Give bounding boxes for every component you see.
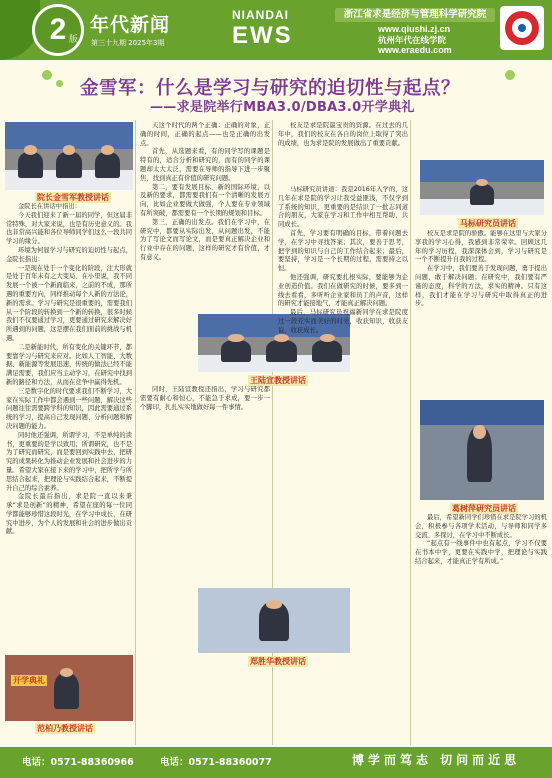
leaf-decoration-icon <box>505 70 515 80</box>
paragraph: 环境为何显学习与研究的迫切性与起点，金院长指出： <box>6 246 132 263</box>
paragraph: 金院长在讲话中指出： <box>18 203 81 210</box>
newspaper-name-pinyin: NIANDAI <box>232 8 289 22</box>
paragraph: 首先，学习要有明确的目标，带着问题去学，在学习中寻找答案；其次，要善于思考，把学到的知识与自己的工作结合起来；最后，要坚持，学习是一个长期的过程，需要持之以恒。 <box>278 229 408 273</box>
column-1-text <box>6 203 132 651</box>
speaker-caption: 院长金雪军教授讲话 <box>37 193 109 202</box>
column-divider <box>135 120 136 745</box>
phone-number: 电话：0571-88360077 <box>160 757 272 768</box>
speaker-photo <box>420 160 544 215</box>
column-4b-text <box>415 514 547 744</box>
paragraph: 一是现在处于一个变化的阶段，注大形就是处于百年未有之大变局，在小里说，我不同发展一个被一个新面临来，之前的不成，那所遇的重要方向，同样推动每个人新的方法论，新的需求。学习与研究是很重要的，需要我们从一个阶段的转换到一个新的转换，很多时候我们不仅要通过学习，更要通过研究来解决好所遇到的问题，这是摆在我们面前的挑战与机遇。 <box>6 264 132 342</box>
speaker-photo <box>5 122 133 190</box>
paragraph: 最后，马标研究员祝福新同学在求是院度过一段充实而美好的时光，收获知识，收获友谊，收获成长。 <box>278 309 408 334</box>
leaf-decoration-icon <box>56 80 63 87</box>
paragraph: 天这个时代的两个正确：正确的对象，正确的时间，正确的起点——也是正确的出发点。 <box>140 122 270 147</box>
org-name: 浙江省求是经济与管理科学研究院 <box>335 8 495 22</box>
issue-date: 第三十九期 2025年3期 <box>91 39 165 47</box>
column-3b-text <box>278 186 408 746</box>
paragraph: 他还强调，研究要扎根实际，要能够为企业创造价值。我们在做研究的时候，要多到一线去看看，多听听企业家和员工的声音，这样的研究才能接地气，才能真正解决问题。 <box>278 273 408 308</box>
phone-number: 电话：0571-88360966 <box>22 757 134 768</box>
paragraph: 同时他还强调，所谓学习，不是单纯的读书，更重要的是学以致用；所谓研究，也不是为了研究而研究，而是要回到实践中去，把研究的成果转化为推动企业发展和社会进步的力量。希望大家在接下来的学习中，把所学与所思结合起来，把理论与实践结合起来，不断提升自己的综合素养。 <box>6 431 132 492</box>
speaker-caption: 马标研究员讲话 <box>460 219 516 228</box>
org-name-2: 杭州年代在线学院 <box>378 36 447 46</box>
column-3-text <box>278 122 408 182</box>
speaker-photo <box>5 655 133 721</box>
paragraph: 三是数字化的时代要求我们不断学习，大家在实际工作中都会遇到一些问题，解决这些问题往往需要跨学科的知识，因此需要通过系统的学习，提高自己发现问题、分析问题和解决问题的能力。 <box>6 387 132 430</box>
speaker-caption: 郑胜华教授讲话 <box>250 657 306 666</box>
paragraph: 马标研究员讲道：我是2016年入学的，这几年在求是院的学习让我受益匪浅，不仅学到了系统的知识，更重要的是结识了一批志同道合的朋友，大家在学习和工作中相互帮助，共同成长。 <box>278 186 408 229</box>
paragraph: 金院长最后指出，求是院一直以来秉承“求是创新”的精神，希望在座的每一位同学都能够珍惜这段时光，在学习中成长，在研究中进步，为个人的发展和社会的进步做出贡献。 <box>6 493 132 536</box>
issue-badge <box>32 4 84 56</box>
paragraph: 同时，王陆宣教授还指出，学习与研究都需要有耐心和恒心，不能急于求成，要一步一个脚印，扎扎实实地做好每一件事情。 <box>140 386 270 411</box>
column-divider <box>410 120 411 745</box>
column-2b-text <box>140 386 270 586</box>
speaker-photo <box>420 400 544 500</box>
issue-suffix: 版 <box>68 35 78 45</box>
article-title: 金雪军：什么是学习与研究的迫切性与起点？ <box>80 78 461 99</box>
banner-text: 开学典礼 <box>13 676 45 685</box>
paragraph: 最后，希望新同学们珍惜在求是院学习的机会，积极参与各项学术活动，与导师和同学多交流、多探讨，在学习中不断成长。 <box>415 514 547 539</box>
website-link-1[interactable]: www.qiushi.zj.cn <box>378 24 451 34</box>
website-link-2[interactable]: www.eraedu.com <box>378 45 452 55</box>
paragraph: 首先，从选题来看，有的同学写的课题是特有的，适合分析和研究的，而有的同学的课题却太大太泛，需要在导师的指导下进一步聚焦，找到真正有价值的研究问题。 <box>140 148 270 182</box>
paragraph: 在学习中，我们要善于发现问题，勇于提出问题，敢于解决问题；在研究中，我们要有严谨的态度，科学的方法，求实的精神。只有这样，我们才能在学习与研究中取得真正的进步。 <box>415 265 547 308</box>
column-1-tail <box>6 733 132 745</box>
paragraph: 校友是求是院最宝贵的资源。在过去的几年中，我们的校友在各自的岗位上取得了突出的成绩，也为求是院的发展做出了重要贡献。 <box>278 122 408 147</box>
motto: 博学而笃志 切问而近思 <box>352 753 521 767</box>
speaker-caption: 范柏乃教授讲话 <box>37 724 93 733</box>
paragraph: “起点有一线事件中也有起点，学习不仅要在书本中学，更要在实践中学，把理论与实践结合起来，才能真正学有所成。” <box>415 540 547 565</box>
article-subtitle: ——求是院举行MBA3.0/DBA3.0开学典礼 <box>150 100 415 115</box>
newspaper-name: 年代新闻 <box>90 14 171 36</box>
paragraph: 二是新能时代，所有变化的关键环节，都要靠学习与研究来应对。比如人工智能、大数据、新能源等发展迅速，传统的做法已经不能满足需要，我们应当主动学习，在研究中找到新的路径和方法，从而在竞争中赢得先机。 <box>6 343 132 386</box>
paragraph: 第二，要有发展目标，新的国际环境，以及新的要求，都需要我们有一个清晰的发展方向，比如企业要做大做强，个人要在专业领域有所突破，都需要有一个长期的规划和目标。 <box>140 183 270 217</box>
newspaper-name-en: EWS <box>232 22 293 49</box>
column-4-text <box>415 230 547 390</box>
paragraph: 第三，正确的出发点。我们在学习中，在研究中，都要从实际出发，从问题出发，不能为了写论文而写论文，而是要真正解决企业和行业中存在的问题，这样的研究才有价值，才有意义。 <box>140 218 270 261</box>
speaker-caption: 葛树萍研究员讲话 <box>452 504 516 513</box>
paragraph: 今天我们迎来了新一届的同学，但这届非常特殊，对大家来说，也是有历史意义的。我也非常高兴能和各位导师同学们这么一段共同学习的缘分。 <box>6 211 132 246</box>
org-logo-icon <box>500 6 544 50</box>
issue-number: 2 <box>49 13 67 46</box>
paragraph: 校友是求是院的骄傲。能够在这里与大家分享我的学习心得，我感到非常荣幸。回顾这几年的学习历程，我深深体会到，学习与研究是一个不断提升自我的过程。 <box>415 230 547 264</box>
column-2-text <box>140 122 270 312</box>
speaker-caption: 王陆宣教授讲话 <box>250 376 306 385</box>
leaf-decoration-icon <box>42 70 52 80</box>
